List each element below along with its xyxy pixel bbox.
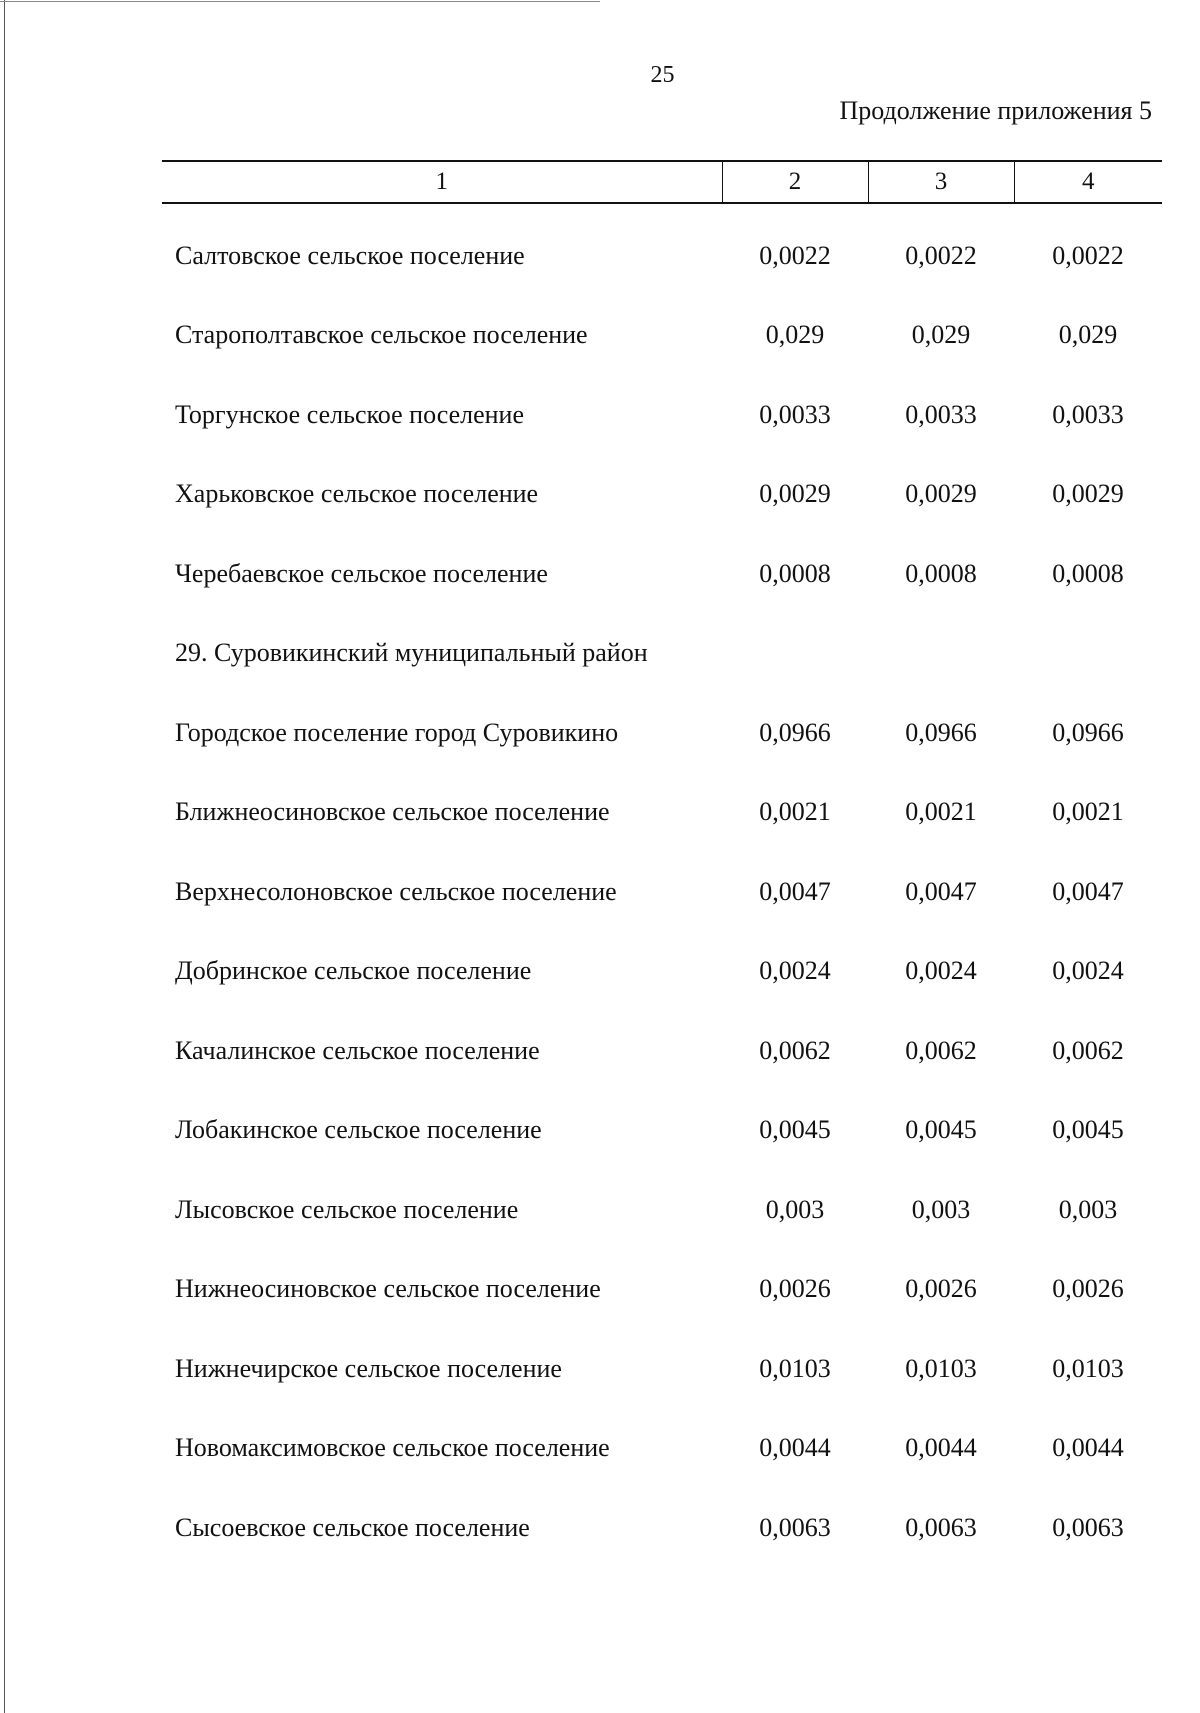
row-value-col2: 0,0062 [759, 1035, 831, 1065]
table-row [162, 614, 1162, 694]
row-value-col4: 0,0026 [1052, 1274, 1124, 1304]
row-name-cell: Лобакинское сельское поселение [175, 1115, 542, 1145]
row-value-col3: 0,003 [911, 1194, 971, 1224]
row-value-col4: 0,0021 [1052, 797, 1124, 827]
row-value-col3: 0,029 [911, 320, 971, 350]
table-row [162, 1170, 1162, 1250]
row-value-col2: 0,0047 [759, 876, 831, 906]
row-name-cell: Новомаксимовское сельское поселение [175, 1433, 610, 1463]
row-value-col3: 0,0029 [905, 479, 977, 509]
table-row [162, 534, 1162, 614]
row-value-col3: 0,0044 [905, 1433, 977, 1463]
table-header-row [162, 161, 1162, 203]
row-value-col2: 0,0966 [759, 717, 831, 747]
table-row [162, 375, 1162, 455]
row-value-col4: 0,0029 [1052, 479, 1124, 509]
row-value-col3: 0,0045 [905, 1115, 977, 1145]
table-row [162, 455, 1162, 535]
row-value-col3: 0,0103 [905, 1353, 977, 1383]
row-value-col3: 0,0022 [905, 240, 977, 270]
row-value-col2: 0,0008 [759, 558, 831, 588]
row-value-col2 [722, 614, 868, 694]
row-name-cell: Сысоевское сельское поселение [175, 1512, 530, 1542]
table-row [162, 852, 1162, 932]
row-value-col3: 0,0966 [905, 717, 977, 747]
table-row [162, 1409, 1162, 1489]
row-value-col3: 0,0047 [905, 876, 977, 906]
row-name-cell: Старополтавское сельское поселение [175, 320, 588, 350]
row-value-col3 [868, 614, 1014, 694]
row-value-col4: 0,029 [1058, 320, 1118, 350]
table-row [162, 932, 1162, 1012]
row-value-col4: 0,0966 [1052, 717, 1124, 747]
row-value-col3: 0,0024 [905, 956, 977, 986]
row-value-col4: 0,0103 [1052, 1353, 1124, 1383]
appendix-caption: Продолжение приложения 5 [839, 96, 1152, 125]
row-name-cell: Добринское сельское поселение [175, 956, 532, 986]
table-row [162, 693, 1162, 773]
table-row [162, 773, 1162, 853]
row-value-col4: 0,0045 [1052, 1115, 1124, 1145]
row-value-col2: 0,0103 [759, 1353, 831, 1383]
row-value-col3: 0,0026 [905, 1274, 977, 1304]
table-row [162, 203, 1162, 296]
column-header-4: 4 [1014, 161, 1162, 203]
row-value-col4: 0,0022 [1052, 240, 1124, 270]
row-name-cell: Харьковское сельское поселение [175, 479, 539, 509]
column-header-2: 2 [722, 161, 868, 203]
table-row [162, 1250, 1162, 1330]
table-row [162, 1329, 1162, 1409]
row-value-col2: 0,0024 [759, 956, 831, 986]
row-value-col2: 0,0021 [759, 797, 831, 827]
row-value-col2: 0,029 [765, 320, 825, 350]
row-name-cell: Городское поселение город Суровикино [175, 717, 619, 747]
row-value-col4: 0,0044 [1052, 1433, 1124, 1463]
scan-edge-top [0, 1, 600, 2]
row-value-col4: 0,0047 [1052, 876, 1124, 906]
table-row [162, 1011, 1162, 1091]
row-name-cell: Качалинское сельское поселение [175, 1035, 540, 1065]
row-name-cell: Салтовское сельское поселение [175, 240, 525, 270]
row-value-col2: 0,003 [765, 1194, 825, 1224]
row-name-cell: Черебаевское сельское поселение [175, 558, 548, 588]
row-name-cell: Лысовское сельское поселение [175, 1194, 519, 1224]
row-value-col2: 0,0063 [759, 1512, 831, 1542]
table-body [162, 203, 1162, 1568]
row-value-col4: 0,0063 [1052, 1512, 1124, 1542]
data-table [162, 160, 1162, 1568]
page-number: 25 [650, 62, 675, 88]
row-value-col4: 0,0008 [1052, 558, 1124, 588]
row-value-col4: 0,0024 [1052, 956, 1124, 986]
allocation-table [162, 160, 1162, 1568]
row-value-col3: 0,0021 [905, 797, 977, 827]
column-header-1: 1 [162, 161, 722, 203]
row-name-cell: Нижнечирское сельское поселение [175, 1353, 562, 1383]
table-row [162, 296, 1162, 376]
row-name-cell: Торгунское сельское поселение [175, 399, 524, 429]
row-name-cell: 29. Суровикинский муниципальный район [175, 638, 648, 668]
row-value-col4: 0,0033 [1052, 399, 1124, 429]
row-value-col3: 0,0062 [905, 1035, 977, 1065]
row-value-col4: 0,0062 [1052, 1035, 1124, 1065]
row-value-col2: 0,0029 [759, 479, 831, 509]
row-value-col4 [1014, 614, 1162, 694]
row-value-col3: 0,0033 [905, 399, 977, 429]
row-value-col2: 0,0022 [759, 240, 831, 270]
column-header-3: 3 [868, 161, 1014, 203]
row-value-col3: 0,0063 [905, 1512, 977, 1542]
scan-edge-left [4, 0, 5, 1713]
row-value-col2: 0,0045 [759, 1115, 831, 1145]
table-row [162, 1488, 1162, 1568]
row-name-cell: Верхнесолоновское сельское поселение [175, 876, 617, 906]
row-value-col2: 0,0044 [759, 1433, 831, 1463]
row-name-cell: Нижнеосиновское сельское поселение [175, 1274, 601, 1304]
row-value-col4: 0,003 [1058, 1194, 1118, 1224]
table-row [162, 1091, 1162, 1171]
row-value-col3: 0,0008 [905, 558, 977, 588]
row-value-col2: 0,0026 [759, 1274, 831, 1304]
row-name-cell: Ближнеосиновское сельское поселение [175, 797, 610, 827]
row-value-col2: 0,0033 [759, 399, 831, 429]
